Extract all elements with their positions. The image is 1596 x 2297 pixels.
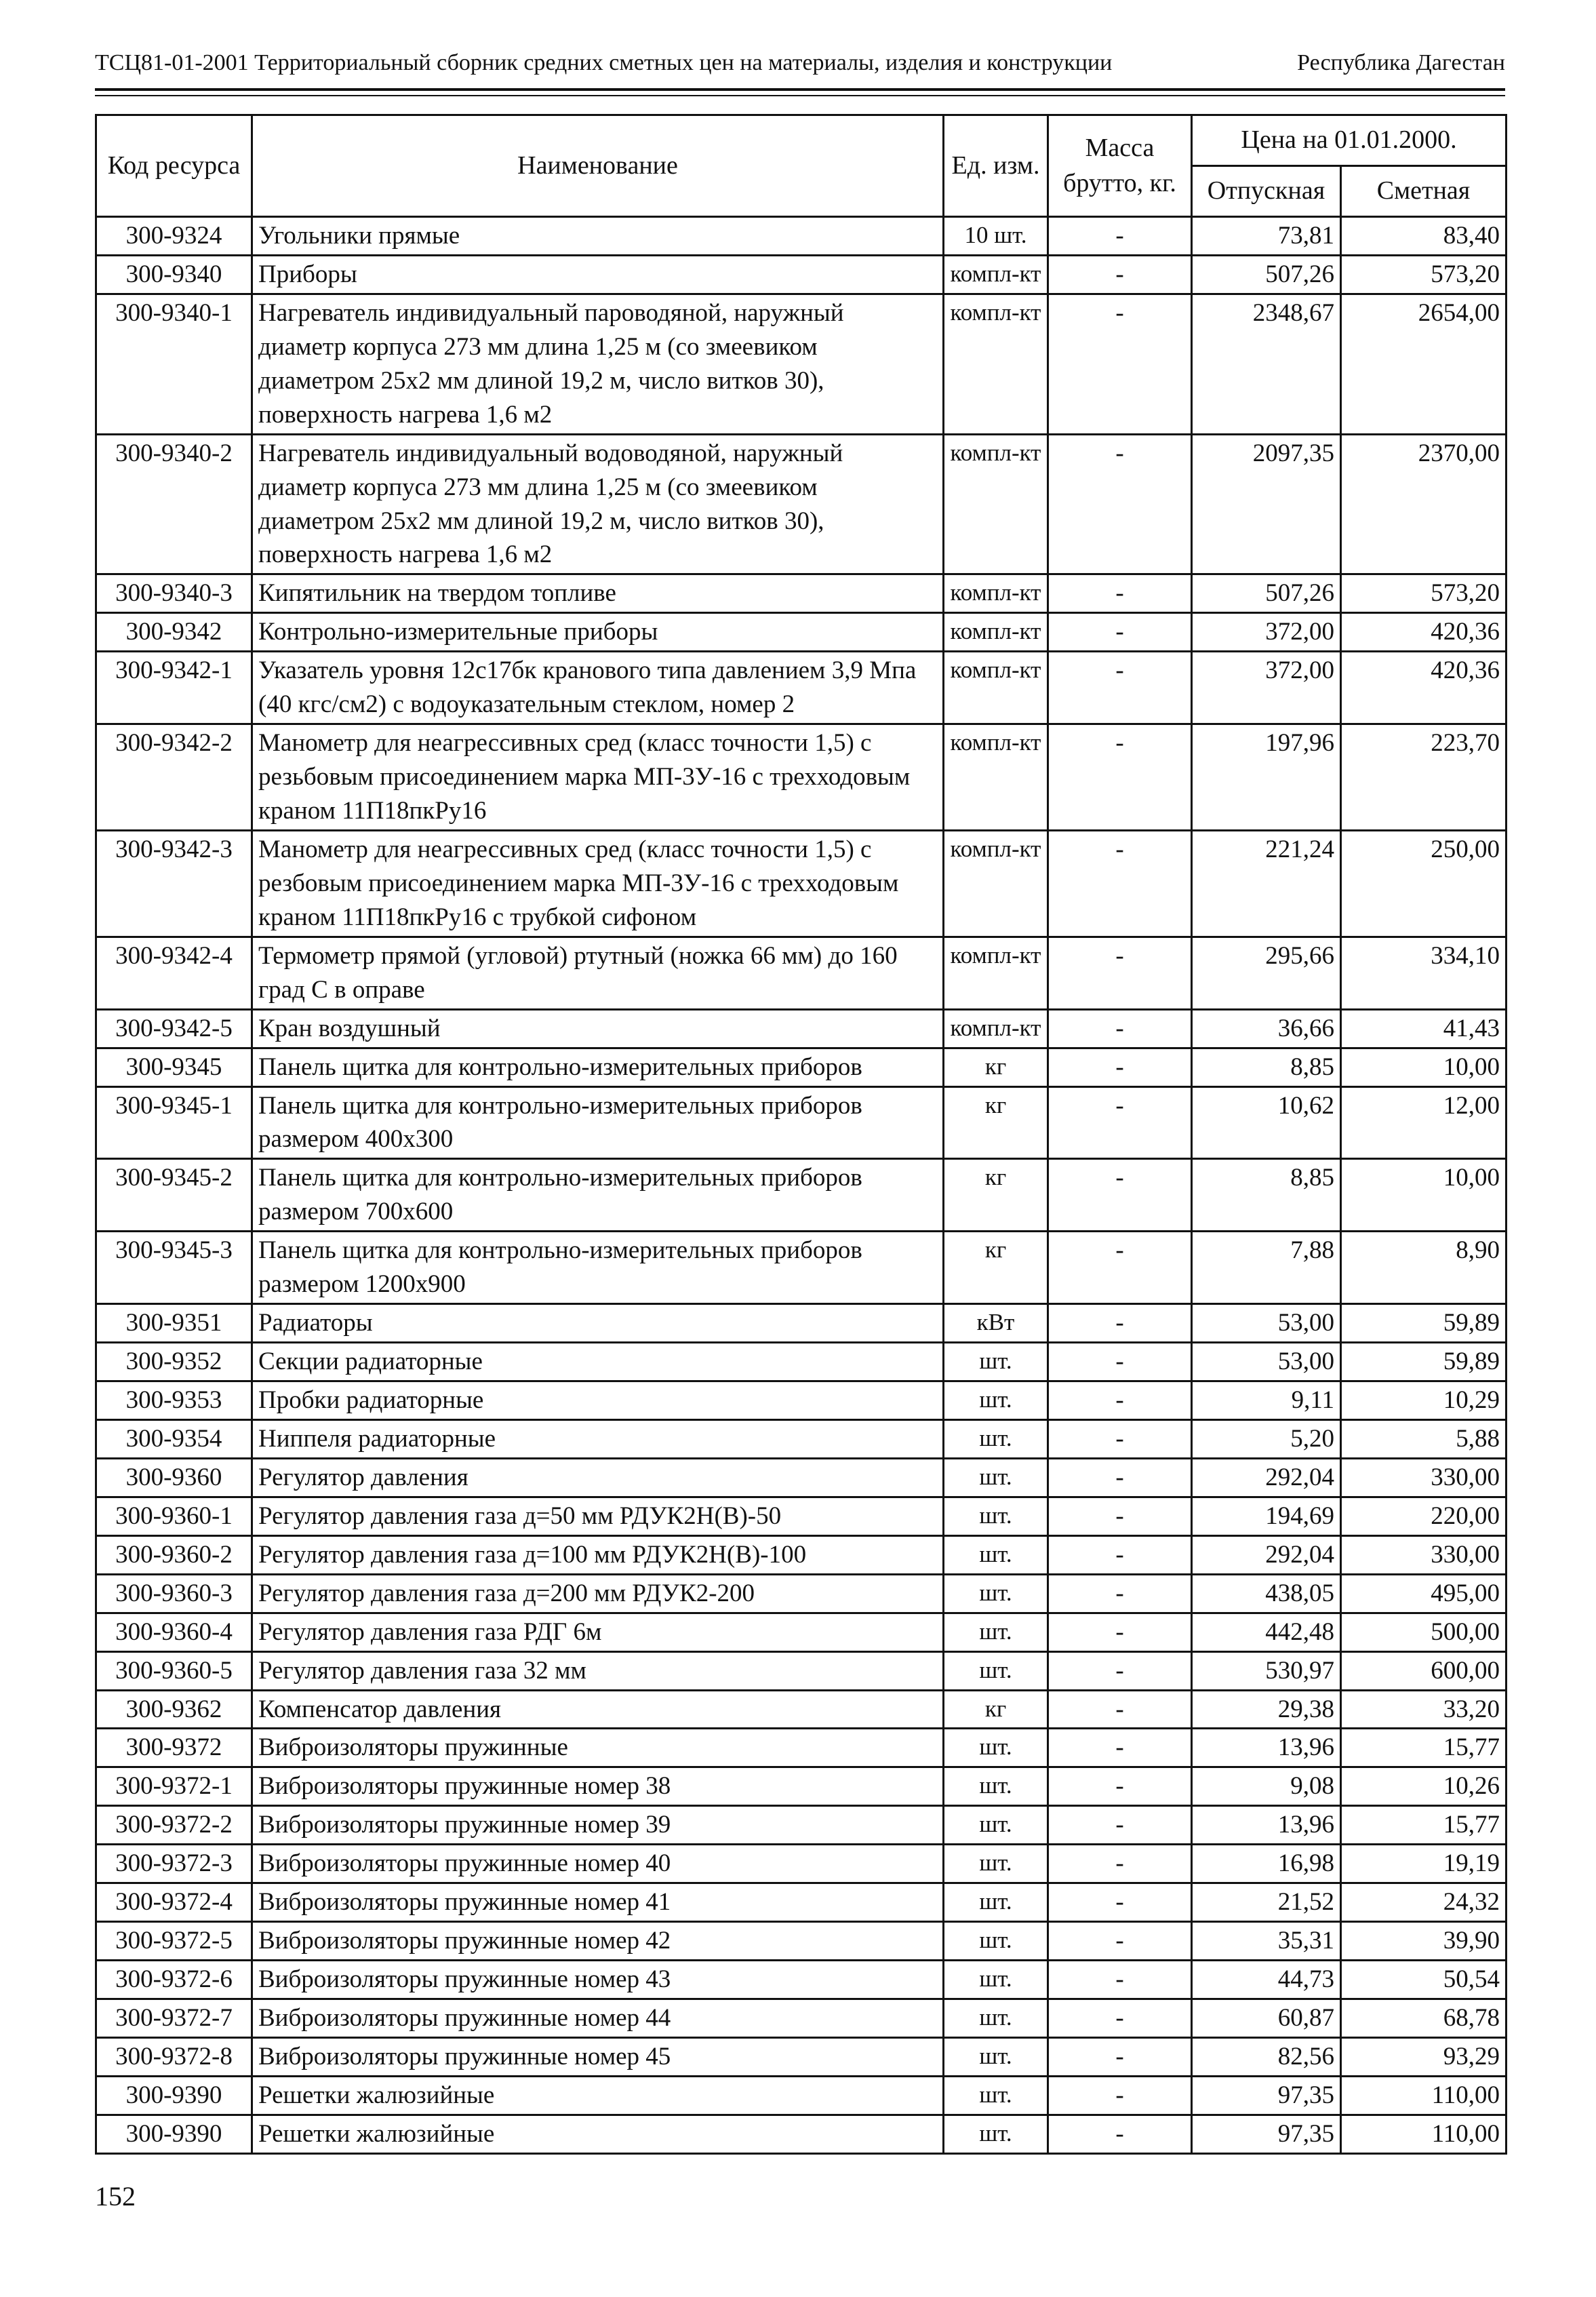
row-release-price: 2348,67 [1192, 294, 1341, 434]
row-name: Компенсатор давления [252, 1690, 944, 1729]
table-row [96, 1159, 1507, 1232]
row-mass: - [1048, 1458, 1192, 1497]
row-code: 300-9360 [96, 1458, 252, 1497]
table-row [96, 1048, 1507, 1086]
row-release-price: 8,85 [1192, 1159, 1341, 1232]
row-mass: - [1048, 434, 1192, 574]
row-code: 300-9342-4 [96, 937, 252, 1009]
table-row [96, 1232, 1507, 1304]
row-code: 300-9372-3 [96, 1845, 252, 1883]
table-row [96, 1086, 1507, 1159]
row-estimate-price: 50,54 [1341, 1961, 1507, 1999]
table-row [96, 1690, 1507, 1729]
row-unit: компл-кт [944, 937, 1048, 1009]
row-release-price: 13,96 [1192, 1729, 1341, 1767]
row-release-price: 507,26 [1192, 255, 1341, 294]
row-name: Панель щитка для контрольно-измерительных приборов размером 700х600 [252, 1159, 944, 1232]
row-name: Манометр для неагрессивных сред (класс точности 1,5) с резбовым присоединением марка МП-3У-16 с трехходовым краном 11П18пкРу16 с трубкой сифоном [252, 830, 944, 937]
row-mass: - [1048, 2037, 1192, 2076]
row-estimate-price: 573,20 [1341, 574, 1507, 613]
row-mass: - [1048, 1690, 1192, 1729]
row-name: Нагреватель индивидуальный водоводяной, наружный диаметр корпуса 273 мм длина 1,25 м (со змеевиком диаметром 25х2 мм длиной 19,2 м, число витков 30), поверхность нагрева 1,6 м2 [252, 434, 944, 574]
row-unit: кг [944, 1690, 1048, 1729]
row-name: Ниппеля радиаторные [252, 1419, 944, 1458]
table-row [96, 830, 1507, 937]
table-row [96, 1574, 1507, 1613]
row-mass: - [1048, 1535, 1192, 1574]
row-code: 300-9390 [96, 2076, 252, 2115]
row-estimate-price: 68,78 [1341, 1999, 1507, 2038]
header-rule-thick [95, 88, 1505, 91]
row-release-price: 9,08 [1192, 1767, 1341, 1806]
row-name: Решетки жалюзийные [252, 2076, 944, 2115]
row-name: Виброизоляторы пружинные номер 38 [252, 1767, 944, 1806]
row-unit: кг [944, 1159, 1048, 1232]
row-release-price: 9,11 [1192, 1381, 1341, 1420]
price-table [95, 114, 1507, 2155]
row-name: Регулятор давления [252, 1458, 944, 1497]
row-unit: шт. [944, 1381, 1048, 1420]
row-release-price: 295,66 [1192, 937, 1341, 1009]
row-code: 300-9342-1 [96, 652, 252, 724]
row-code: 300-9360-3 [96, 1574, 252, 1613]
row-name: Пробки радиаторные [252, 1381, 944, 1420]
row-unit: шт. [944, 2037, 1048, 2076]
table-row [96, 1304, 1507, 1343]
row-code: 300-9372-2 [96, 1806, 252, 1845]
table-row [96, 1535, 1507, 1574]
row-code: 300-9372-6 [96, 1961, 252, 1999]
row-name: Виброизоляторы пружинные номер 41 [252, 1883, 944, 1922]
row-estimate-price: 250,00 [1341, 830, 1507, 937]
row-estimate-price: 110,00 [1341, 2115, 1507, 2153]
row-mass: - [1048, 294, 1192, 434]
row-name: Кипятильник на твердом топливе [252, 574, 944, 613]
table-row [96, 1806, 1507, 1845]
header-name: Наименование [252, 115, 944, 217]
row-code: 300-9342-2 [96, 724, 252, 831]
row-code: 300-9360-2 [96, 1535, 252, 1574]
row-release-price: 97,35 [1192, 2076, 1341, 2115]
row-mass: - [1048, 652, 1192, 724]
row-mass: - [1048, 830, 1192, 937]
row-estimate-price: 220,00 [1341, 1497, 1507, 1535]
row-name: Виброизоляторы пружинные номер 39 [252, 1806, 944, 1845]
row-mass: - [1048, 1999, 1192, 2038]
table-row [96, 2115, 1507, 2153]
table-header [96, 115, 1507, 217]
row-name: Виброизоляторы пружинные номер 42 [252, 1922, 944, 1961]
row-mass: - [1048, 1922, 1192, 1961]
row-estimate-price: 330,00 [1341, 1458, 1507, 1497]
table-row [96, 2037, 1507, 2076]
row-unit: шт. [944, 1497, 1048, 1535]
row-name: Контрольно-измерительные приборы [252, 613, 944, 652]
row-unit: шт. [944, 1613, 1048, 1651]
table-row [96, 217, 1507, 256]
row-code: 300-9340-1 [96, 294, 252, 434]
row-name: Виброизоляторы пружинные номер 40 [252, 1845, 944, 1883]
row-release-price: 530,97 [1192, 1651, 1341, 1690]
row-name: Панель щитка для контрольно-измерительных приборов размером 1200х900 [252, 1232, 944, 1304]
row-code: 300-9360-5 [96, 1651, 252, 1690]
row-mass: - [1048, 217, 1192, 256]
row-estimate-price: 600,00 [1341, 1651, 1507, 1690]
header-rule-thin [95, 95, 1505, 96]
row-release-price: 7,88 [1192, 1232, 1341, 1304]
region-name: Республика Дагестан [1297, 50, 1505, 75]
row-mass: - [1048, 255, 1192, 294]
row-unit: кВт [944, 1304, 1048, 1343]
row-estimate-price: 24,32 [1341, 1883, 1507, 1922]
row-release-price: 53,00 [1192, 1304, 1341, 1343]
row-mass: - [1048, 1651, 1192, 1690]
row-unit: компл-кт [944, 1009, 1048, 1048]
row-release-price: 16,98 [1192, 1845, 1341, 1883]
row-unit: шт. [944, 1806, 1048, 1845]
row-code: 300-9360-4 [96, 1613, 252, 1651]
row-code: 300-9345-3 [96, 1232, 252, 1304]
row-release-price: 2097,35 [1192, 434, 1341, 574]
row-name: Панель щитка для контрольно-измерительных приборов [252, 1048, 944, 1086]
row-name: Регулятор давления газа д=200 мм РДУК2-200 [252, 1574, 944, 1613]
row-estimate-price: 10,00 [1341, 1048, 1507, 1086]
row-code: 300-9372-5 [96, 1922, 252, 1961]
row-release-price: 36,66 [1192, 1009, 1341, 1048]
row-name: Угольники прямые [252, 217, 944, 256]
row-release-price: 442,48 [1192, 1613, 1341, 1651]
row-unit: шт. [944, 1845, 1048, 1883]
table-row [96, 1009, 1507, 1048]
row-unit: компл-кт [944, 294, 1048, 434]
header-mass: Масса брутто, кг. [1048, 115, 1192, 217]
row-name: Решетки жалюзийные [252, 2115, 944, 2153]
table-row [96, 1343, 1507, 1381]
row-unit: компл-кт [944, 255, 1048, 294]
row-release-price: 21,52 [1192, 1883, 1341, 1922]
row-estimate-price: 2370,00 [1341, 434, 1507, 574]
row-release-price: 197,96 [1192, 724, 1341, 831]
row-mass: - [1048, 1883, 1192, 1922]
row-name: Термометр прямой (угловой) ртутный (ножка 66 мм) до 160 град С в оправе [252, 937, 944, 1009]
table-row [96, 1497, 1507, 1535]
row-name: Виброизоляторы пружинные номер 44 [252, 1999, 944, 2038]
row-mass: - [1048, 1381, 1192, 1420]
row-mass: - [1048, 574, 1192, 613]
row-estimate-price: 83,40 [1341, 217, 1507, 256]
row-code: 300-9352 [96, 1343, 252, 1381]
row-unit: кг [944, 1048, 1048, 1086]
table-row [96, 1999, 1507, 2038]
row-mass: - [1048, 1613, 1192, 1651]
row-unit: компл-кт [944, 434, 1048, 574]
row-unit: шт. [944, 1458, 1048, 1497]
row-unit: кг [944, 1086, 1048, 1159]
row-unit: шт. [944, 1729, 1048, 1767]
row-estimate-price: 41,43 [1341, 1009, 1507, 1048]
row-release-price: 292,04 [1192, 1535, 1341, 1574]
row-code: 300-9345 [96, 1048, 252, 1086]
row-code: 300-9345-2 [96, 1159, 252, 1232]
row-unit: шт. [944, 2076, 1048, 2115]
row-mass: - [1048, 1806, 1192, 1845]
row-mass: - [1048, 1961, 1192, 1999]
row-mass: - [1048, 1845, 1192, 1883]
row-estimate-price: 33,20 [1341, 1690, 1507, 1729]
header-release-price: Отпускная [1192, 166, 1341, 217]
row-estimate-price: 93,29 [1341, 2037, 1507, 2076]
row-mass: - [1048, 1086, 1192, 1159]
row-mass: - [1048, 2115, 1192, 2153]
row-unit: кг [944, 1232, 1048, 1304]
row-code: 300-9342-3 [96, 830, 252, 937]
row-mass: - [1048, 1159, 1192, 1232]
row-name: Регулятор давления газа д=100 мм РДУК2Н(В)-100 [252, 1535, 944, 1574]
table-row [96, 1613, 1507, 1651]
row-mass: - [1048, 1729, 1192, 1767]
row-release-price: 194,69 [1192, 1497, 1341, 1535]
row-estimate-price: 19,19 [1341, 1845, 1507, 1883]
row-release-price: 10,62 [1192, 1086, 1341, 1159]
row-code: 300-9360-1 [96, 1497, 252, 1535]
row-unit: шт. [944, 1651, 1048, 1690]
row-estimate-price: 573,20 [1341, 255, 1507, 294]
row-estimate-price: 2654,00 [1341, 294, 1507, 434]
row-unit: шт. [944, 2115, 1048, 2153]
header-estimate-price: Сметная [1341, 166, 1507, 217]
header-code: Код ресурса [96, 115, 252, 217]
document-title: ТСЦ81-01-2001 Территориальный сборник средних сметных цен на материалы, изделия и конструкции [95, 50, 1113, 75]
row-estimate-price: 330,00 [1341, 1535, 1507, 1574]
table-row [96, 1767, 1507, 1806]
row-estimate-price: 10,26 [1341, 1767, 1507, 1806]
row-release-price: 507,26 [1192, 574, 1341, 613]
table-body [96, 217, 1507, 2154]
row-mass: - [1048, 2076, 1192, 2115]
row-mass: - [1048, 613, 1192, 652]
row-code: 300-9372-7 [96, 1999, 252, 2038]
row-estimate-price: 500,00 [1341, 1613, 1507, 1651]
row-code: 300-9340 [96, 255, 252, 294]
row-name: Радиаторы [252, 1304, 944, 1343]
table-row [96, 2076, 1507, 2115]
table-row [96, 434, 1507, 574]
row-unit: шт. [944, 1961, 1048, 1999]
row-code: 300-9340-2 [96, 434, 252, 574]
row-unit: компл-кт [944, 574, 1048, 613]
row-unit: шт. [944, 1767, 1048, 1806]
table-row [96, 1729, 1507, 1767]
table-row [96, 1961, 1507, 1999]
row-estimate-price: 12,00 [1341, 1086, 1507, 1159]
row-estimate-price: 59,89 [1341, 1343, 1507, 1381]
row-unit: шт. [944, 1922, 1048, 1961]
row-name: Панель щитка для контрольно-измерительных приборов размером 400х300 [252, 1086, 944, 1159]
table-row [96, 1419, 1507, 1458]
table-row [96, 1651, 1507, 1690]
row-estimate-price: 420,36 [1341, 613, 1507, 652]
row-release-price: 29,38 [1192, 1690, 1341, 1729]
row-release-price: 97,35 [1192, 2115, 1341, 2153]
row-unit: шт. [944, 1883, 1048, 1922]
row-release-price: 372,00 [1192, 652, 1341, 724]
row-estimate-price: 39,90 [1341, 1922, 1507, 1961]
table-row [96, 613, 1507, 652]
row-estimate-price: 334,10 [1341, 937, 1507, 1009]
row-mass: - [1048, 1304, 1192, 1343]
row-estimate-price: 15,77 [1341, 1729, 1507, 1767]
header-unit: Ед. изм. [944, 115, 1048, 217]
row-mass: - [1048, 1574, 1192, 1613]
row-mass: - [1048, 1048, 1192, 1086]
row-code: 300-9342-5 [96, 1009, 252, 1048]
row-mass: - [1048, 724, 1192, 831]
row-release-price: 35,31 [1192, 1922, 1341, 1961]
row-estimate-price: 223,70 [1341, 724, 1507, 831]
row-mass: - [1048, 1767, 1192, 1806]
row-name: Регулятор давления газа РДГ 6м [252, 1613, 944, 1651]
row-estimate-price: 495,00 [1341, 1574, 1507, 1613]
row-name: Регулятор давления газа 32 мм [252, 1651, 944, 1690]
table-row [96, 1883, 1507, 1922]
row-mass: - [1048, 937, 1192, 1009]
row-code: 300-9372-1 [96, 1767, 252, 1806]
page-header [95, 50, 1505, 76]
header-price-date: Цена на 01.01.2000. [1192, 115, 1507, 166]
row-estimate-price: 59,89 [1341, 1304, 1507, 1343]
page-number: 152 [95, 2181, 136, 2212]
row-unit: шт. [944, 1343, 1048, 1381]
row-release-price: 60,87 [1192, 1999, 1341, 2038]
row-release-price: 44,73 [1192, 1961, 1341, 1999]
table-row [96, 652, 1507, 724]
row-name: Указатель уровня 12с17бк кранового типа давлением 3,9 Мпа (40 кгс/см2) с водоуказательным стеклом, номер 2 [252, 652, 944, 724]
table-row [96, 255, 1507, 294]
row-name: Манометр для неагрессивных сред (класс точности 1,5) с резьбовым присоединением марка МП-3У-16 с трехходовым краном 11П18пкРу16 [252, 724, 944, 831]
row-unit: компл-кт [944, 613, 1048, 652]
row-estimate-price: 10,00 [1341, 1159, 1507, 1232]
table-row [96, 1381, 1507, 1420]
row-release-price: 53,00 [1192, 1343, 1341, 1381]
table-row [96, 1922, 1507, 1961]
row-code: 300-9372-4 [96, 1883, 252, 1922]
row-estimate-price: 420,36 [1341, 652, 1507, 724]
row-code: 300-9354 [96, 1419, 252, 1458]
row-estimate-price: 10,29 [1341, 1381, 1507, 1420]
row-code: 300-9353 [96, 1381, 252, 1420]
row-code: 300-9324 [96, 217, 252, 256]
row-code: 300-9351 [96, 1304, 252, 1343]
row-mass: - [1048, 1009, 1192, 1048]
row-unit: шт. [944, 1999, 1048, 2038]
row-release-price: 438,05 [1192, 1574, 1341, 1613]
row-release-price: 13,96 [1192, 1806, 1341, 1845]
table-row [96, 574, 1507, 613]
row-code: 300-9340-3 [96, 574, 252, 613]
row-unit: шт. [944, 1574, 1048, 1613]
row-release-price: 82,56 [1192, 2037, 1341, 2076]
row-code: 300-9342 [96, 613, 252, 652]
row-code: 300-9390 [96, 2115, 252, 2153]
row-code: 300-9345-1 [96, 1086, 252, 1159]
row-estimate-price: 15,77 [1341, 1806, 1507, 1845]
row-code: 300-9362 [96, 1690, 252, 1729]
row-release-price: 372,00 [1192, 613, 1341, 652]
row-name: Нагреватель индивидуальный пароводяной, наружный диаметр корпуса 273 мм длина 1,25 м (со змеевиком диаметром 25х2 мм длиной 19,2 м, число витков 30), поверхность нагрева 1,6 м2 [252, 294, 944, 434]
row-name: Приборы [252, 255, 944, 294]
row-name: Виброизоляторы пружинные номер 43 [252, 1961, 944, 1999]
row-name: Виброизоляторы пружинные номер 45 [252, 2037, 944, 2076]
row-name: Виброизоляторы пружинные [252, 1729, 944, 1767]
row-unit: компл-кт [944, 830, 1048, 937]
row-release-price: 5,20 [1192, 1419, 1341, 1458]
row-name: Секции радиаторные [252, 1343, 944, 1381]
row-mass: - [1048, 1419, 1192, 1458]
row-release-price: 73,81 [1192, 217, 1341, 256]
row-unit: компл-кт [944, 724, 1048, 831]
table-row [96, 724, 1507, 831]
table-row [96, 937, 1507, 1009]
row-mass: - [1048, 1497, 1192, 1535]
row-code: 300-9372 [96, 1729, 252, 1767]
row-release-price: 221,24 [1192, 830, 1341, 937]
row-release-price: 8,85 [1192, 1048, 1341, 1086]
row-estimate-price: 5,88 [1341, 1419, 1507, 1458]
table-row [96, 1458, 1507, 1497]
row-mass: - [1048, 1343, 1192, 1381]
row-unit: шт. [944, 1535, 1048, 1574]
row-unit: шт. [944, 1419, 1048, 1458]
row-unit: компл-кт [944, 652, 1048, 724]
row-release-price: 292,04 [1192, 1458, 1341, 1497]
row-unit: 10 шт. [944, 217, 1048, 256]
row-name: Регулятор давления газа д=50 мм РДУК2Н(В)-50 [252, 1497, 944, 1535]
row-estimate-price: 8,90 [1341, 1232, 1507, 1304]
row-name: Кран воздушный [252, 1009, 944, 1048]
table-row [96, 1845, 1507, 1883]
table-row [96, 294, 1507, 434]
row-estimate-price: 110,00 [1341, 2076, 1507, 2115]
row-mass: - [1048, 1232, 1192, 1304]
row-code: 300-9372-8 [96, 2037, 252, 2076]
